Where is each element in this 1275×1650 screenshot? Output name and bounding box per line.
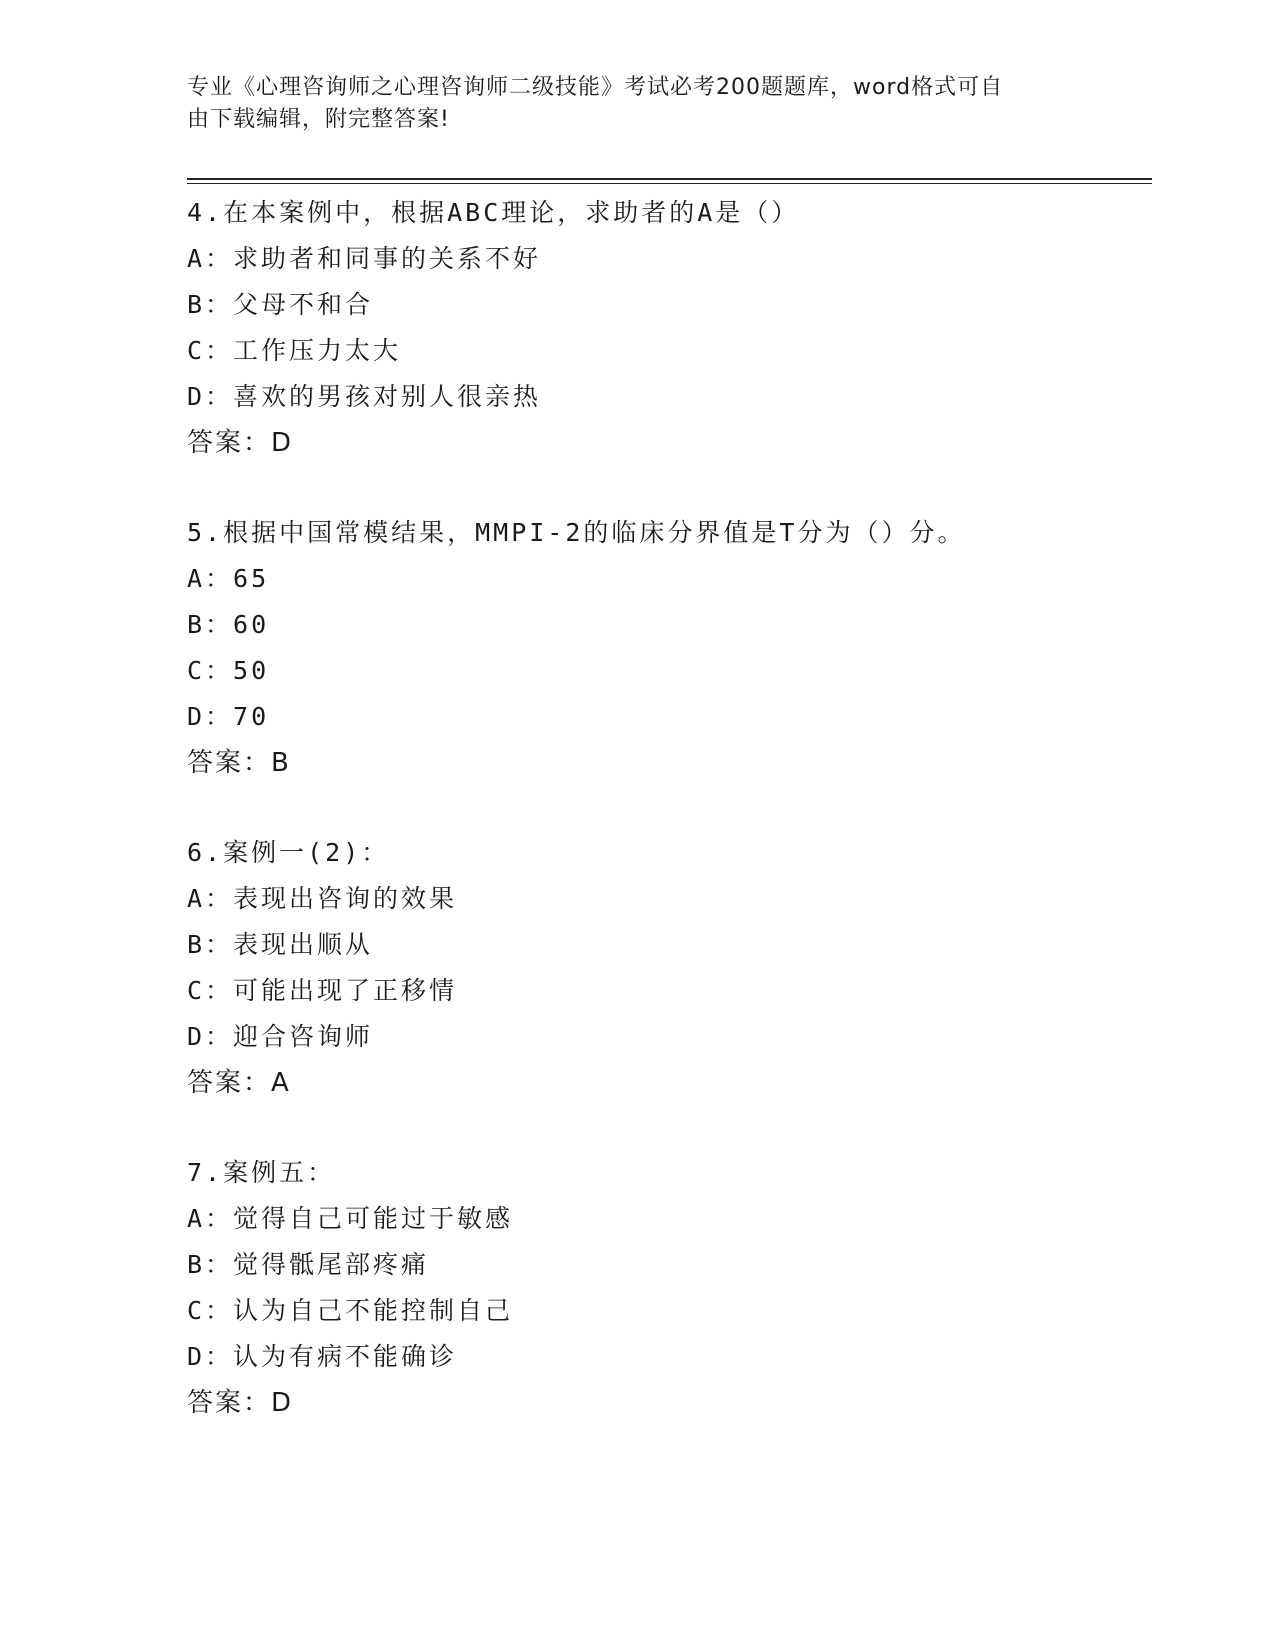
option-b: B：60 — [187, 610, 270, 639]
question-7 — [187, 1150, 1147, 1470]
question-stem: 5.根据中国常模结果，MMPI-2的临床分界值是T分为（）分。 — [187, 518, 966, 547]
option-b: B：表现出顺从 — [187, 930, 374, 959]
question-stem: 7.案例五： — [187, 1158, 336, 1187]
question-stem: 4.在本案例中，根据ABC理论，求助者的A是（） — [187, 198, 800, 227]
question-list — [187, 190, 1147, 1470]
option-c: C：认为自己不能控制自己 — [187, 1296, 514, 1325]
answer-line: 答案：D — [187, 1388, 294, 1418]
answer-line: 答案：B — [187, 748, 291, 778]
option-c: C：可能出现了正移情 — [187, 976, 458, 1005]
option-d: D：喜欢的男孩对别人很亲热 — [187, 382, 542, 411]
question-4 — [187, 190, 1147, 510]
answer-line: 答案：D — [187, 428, 294, 458]
header-line-1: 专业《心理咨询师之心理咨询师二级技能》考试必考200题题库，word格式可自 — [187, 75, 1004, 100]
option-d: D：70 — [187, 702, 270, 731]
option-b: B：觉得骶尾部疼痛 — [187, 1250, 430, 1279]
option-b: B：父母不和合 — [187, 290, 374, 319]
option-c: C：50 — [187, 656, 270, 685]
option-a: A：65 — [187, 564, 270, 593]
header-line-2: 由下载编辑，附完整答案! — [187, 107, 450, 132]
question-stem: 6.案例一(2)： — [187, 838, 390, 867]
option-a: A：求助者和同事的关系不好 — [187, 244, 542, 273]
header-divider-thin — [187, 183, 1152, 184]
header-divider — [187, 178, 1152, 180]
question-5 — [187, 510, 1147, 830]
option-c: C：工作压力太大 — [187, 336, 402, 365]
document-header — [187, 72, 1067, 136]
option-a: A：觉得自己可能过于敏感 — [187, 1204, 514, 1233]
question-6 — [187, 830, 1147, 1150]
option-d: D：认为有病不能确诊 — [187, 1342, 458, 1371]
option-d: D：迎合咨询师 — [187, 1022, 374, 1051]
option-a: A：表现出咨询的效果 — [187, 884, 458, 913]
answer-line: 答案：A — [187, 1068, 291, 1098]
